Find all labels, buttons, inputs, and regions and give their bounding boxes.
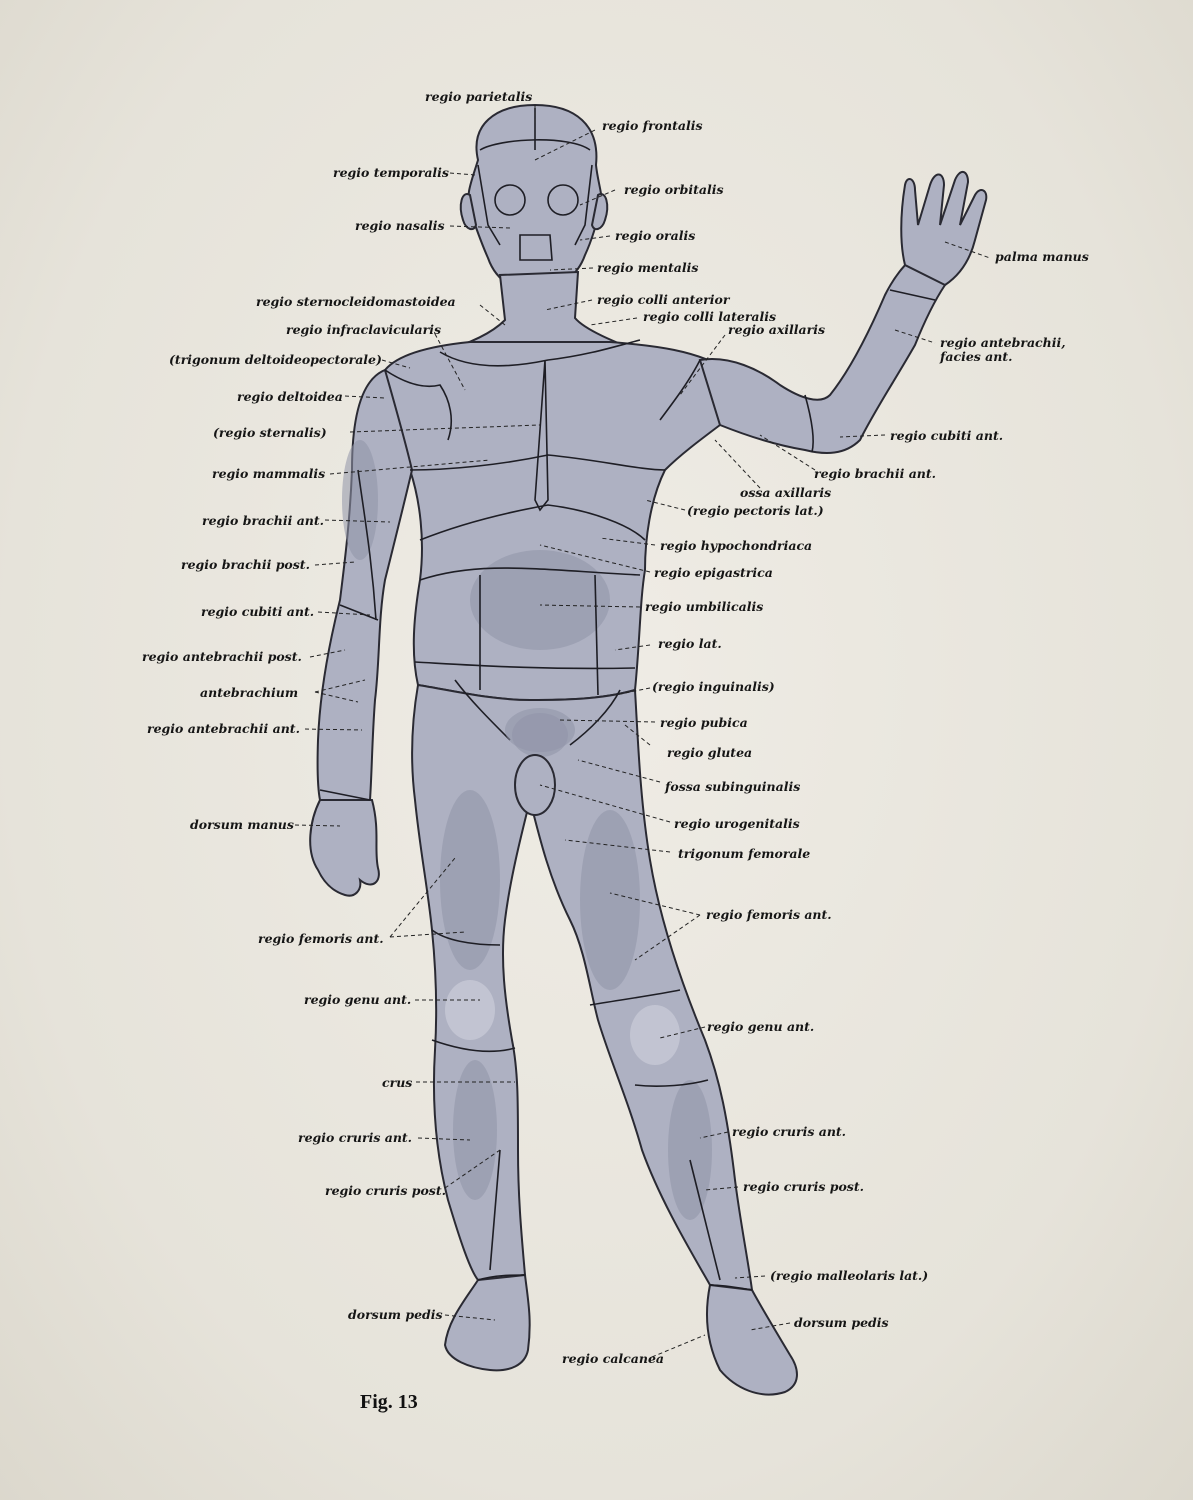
label-regio-glutea: regio glutea <box>667 745 753 760</box>
label-regio-genu-ant-right: regio genu ant. <box>707 1019 815 1034</box>
label-regio-oralis: regio oralis <box>615 228 696 243</box>
label-dorsum-manus: dorsum manus <box>190 817 294 832</box>
label-regio-inguinalis: (regio inguinalis) <box>652 679 775 694</box>
label-regio-cubiti-ant-right: regio cubiti ant. <box>890 428 1004 443</box>
label-regio-mammalis: regio mammalis <box>212 466 326 481</box>
label-regio-colli-anterior: regio colli anterior <box>597 292 730 307</box>
label-regio-orbitalis: regio orbitalis <box>624 182 724 197</box>
label-regio-axillaris: regio axillaris <box>728 322 825 337</box>
label-trigonum-femorale: trigonum femorale <box>678 846 811 861</box>
label-palma-manus: palma manus <box>995 249 1089 264</box>
label-regio-frontalis: regio frontalis <box>602 118 703 133</box>
label-regio-colli-lateralis: regio colli lateralis <box>643 309 777 324</box>
label-trigonum-deltoideopectorale: (trigonum deltoideopectorale) <box>169 352 382 367</box>
label-regio-femoris-ant-left: regio femoris ant. <box>258 931 384 946</box>
label-dorsum-pedis-right: dorsum pedis <box>794 1315 889 1330</box>
figure-caption: Fig. 13 <box>360 1391 418 1413</box>
label-regio-temporalis: regio temporalis <box>333 165 449 180</box>
label-regio-nasalis: regio nasalis <box>355 218 445 233</box>
label-regio-lat: regio lat. <box>658 636 722 651</box>
label-fossa-subinguinalis: fossa subinguinalis <box>665 779 801 794</box>
label-regio-mentalis: regio mentalis <box>597 260 699 275</box>
label-regio-brachii-post: regio brachii post. <box>181 557 310 572</box>
label-regio-pectoris-lat: (regio pectoris lat.) <box>687 503 824 518</box>
label-regio-cruris-ant-right: regio cruris ant. <box>732 1124 847 1139</box>
label-regio-sternocleidomastoidea: regio sternocleidomastoidea <box>256 294 456 309</box>
label-ossa-axillaris: ossa axillaris <box>740 485 832 500</box>
label-regio-antebrachii-post: regio antebrachii post. <box>142 649 302 664</box>
label-regio-sternalis: (regio sternalis) <box>213 425 327 440</box>
label-regio-cruris-ant-left: regio cruris ant. <box>298 1130 413 1145</box>
label-regio-deltoidea: regio deltoidea <box>237 389 343 404</box>
label-regio-cruris-post-left: regio cruris post. <box>325 1183 446 1198</box>
label-regio-calcanea: regio calcanea <box>562 1351 665 1366</box>
label-regio-genu-ant-left: regio genu ant. <box>304 992 412 1007</box>
label-regio-infraclavicularis: regio infraclavicularis <box>286 322 442 337</box>
label-regio-brachii-ant-left: regio brachii ant. <box>202 513 325 528</box>
label-crus: crus <box>382 1075 413 1090</box>
label-regio-umbilicalis: regio umbilicalis <box>645 599 764 614</box>
label-regio-pubica: regio pubica <box>660 715 748 730</box>
label-regio-parietalis: regio parietalis <box>425 89 533 104</box>
label-regio-brachii-ant-right: regio brachii ant. <box>814 466 937 481</box>
label-regio-hypochondriaca: regio hypochondriaca <box>660 538 813 553</box>
label-regio-malleolaris-lat: (regio malleolaris lat.) <box>770 1268 929 1283</box>
label-regio-antebrachii-facies-ant: regio antebrachii, facies ant. <box>940 335 1066 364</box>
label-regio-cubiti-ant-left: regio cubiti ant. <box>201 604 315 619</box>
label-regio-antebrachii-ant: regio antebrachii ant. <box>147 721 300 736</box>
label-regio-cruris-post-right: regio cruris post. <box>743 1179 864 1194</box>
label-dorsum-pedis-left: dorsum pedis <box>348 1307 443 1322</box>
label-regio-femoris-ant-right: regio femoris ant. <box>706 907 832 922</box>
label-regio-epigastrica: regio epigastrica <box>654 565 773 580</box>
label-antebrachium: antebrachium <box>200 685 299 700</box>
label-regio-urogenitalis: regio urogenitalis <box>674 816 800 831</box>
